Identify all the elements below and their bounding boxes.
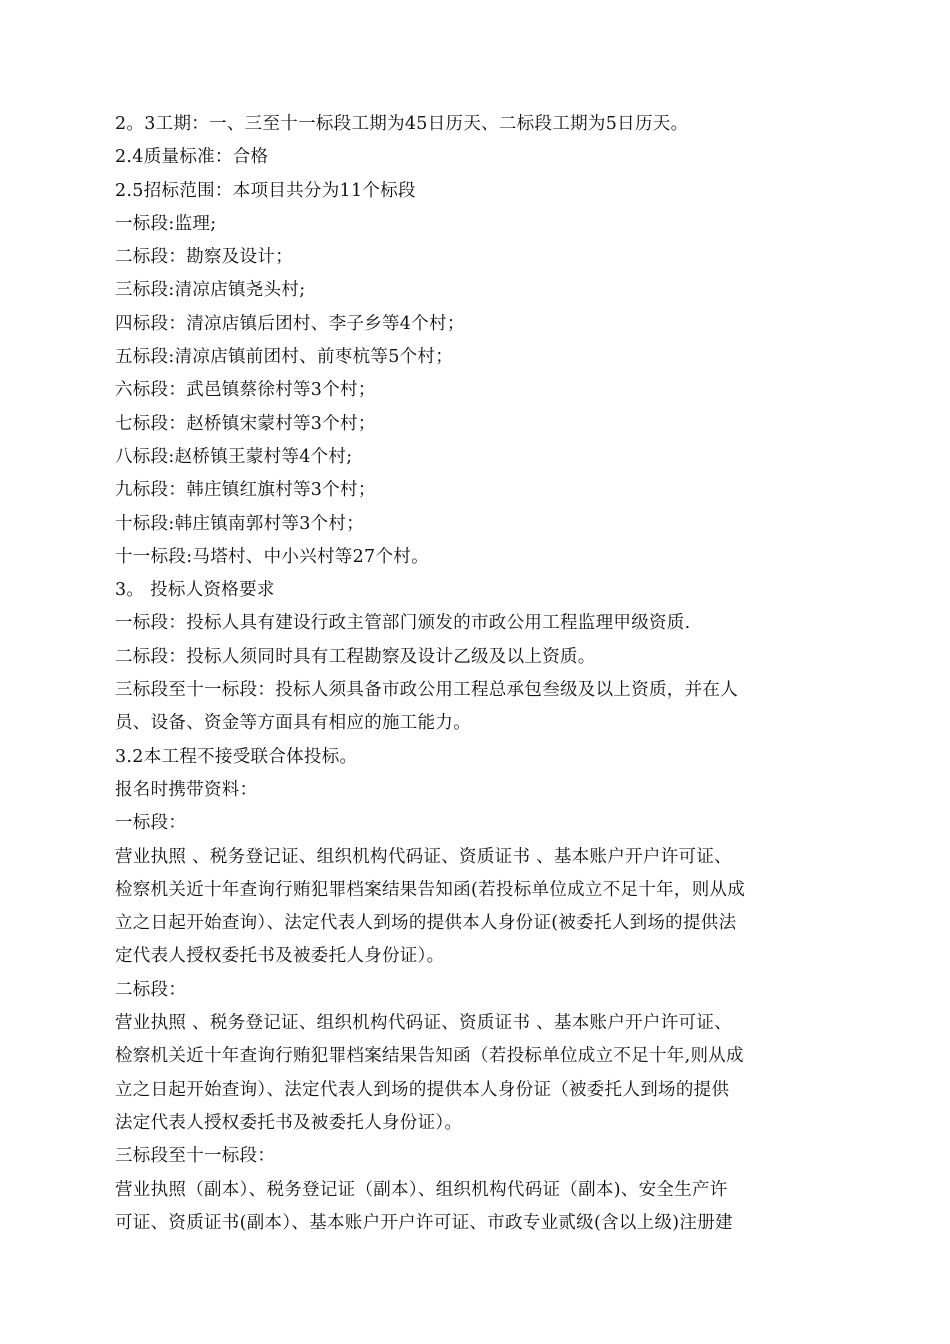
- text-line: 法定代表人授权委托书及被委托人身份证）。: [115, 1112, 463, 1133]
- text-line: 2.5招标范围：本项目共分为11个标段: [115, 180, 416, 201]
- text-line: 营业执照（副本）、税务登记证（副本）、组织机构代码证（副本)、安全生产许: [115, 1179, 728, 1200]
- text-line: 十一标段:马塔村、中小兴村等27个村。: [115, 546, 429, 567]
- text-line: 检察机关近十年查询行贿犯罪档案结果告知函(若投标单位成立不足十年，则从成: [115, 879, 746, 900]
- text-line: 六标段：武邑镇蔡徐村等3个村；: [115, 380, 376, 401]
- text-line: 十标段:韩庄镇南郭村等3个村；: [115, 513, 365, 534]
- text-line: 员、设备、资金等方面具有相应的施工能力。: [115, 713, 471, 734]
- text-line: 营业执照 、税务登记证、组织机构代码证、资质证书 、基本账户开户许可证、: [115, 1013, 732, 1034]
- document-body: [115, 108, 840, 1240]
- text-line: 四标段：清凉店镇后团村、李子乡等4个村；: [115, 313, 465, 334]
- text-line: 立之日起开始查询）、法定代表人到场的提供本人身份证(被委托人到场的提供法: [115, 913, 737, 934]
- text-line: 定代表人授权委托书及被委托人身份证）。: [115, 946, 445, 967]
- text-line: 八标段:赵桥镇王蒙村等4个村;: [115, 446, 353, 467]
- text-line: 二标段：: [115, 979, 187, 1000]
- text-line: 立之日起开始查询）、法定代表人到场的提供本人身份证（被委托人到场的提供: [115, 1079, 730, 1100]
- text-line: 一标段:监理;: [115, 213, 217, 234]
- text-line: 2.4质量标准：合格: [115, 147, 269, 168]
- text-line: 五标段:清凉店镇前团村、前枣杭等5个村；: [115, 347, 454, 368]
- text-line: 2。3工期：一、三至十一标段工期为45日历天、二标段工期为5日历天。: [115, 114, 689, 134]
- text-line: 二标段：勘察及设计；: [115, 247, 293, 268]
- text-line: 一标段：: [115, 813, 187, 834]
- text-line: 检察机关近十年查询行贿犯罪档案结果告知函（若投标单位成立不足十年,则从成: [115, 1046, 744, 1067]
- text-line: 七标段：赵桥镇宋蒙村等3个村；: [115, 413, 376, 434]
- text-line: 三标段:清凉店镇尧头村;: [115, 280, 306, 301]
- section-heading: 3。 投标人资格要求: [115, 580, 275, 601]
- text-line: 营业执照 、税务登记证、组织机构代码证、资质证书 、基本账户开户许可证、: [115, 846, 732, 867]
- text-line: 可证、资质证书(副本）、基本账户开户许可证、市政专业贰级(含以上级)注册建: [115, 1212, 733, 1233]
- text-line: 三标段至十一标段：: [115, 1146, 276, 1167]
- text-line: 九标段：韩庄镇红旗村等3个村；: [115, 480, 376, 501]
- text-line: 报名时携带资料：: [115, 779, 258, 800]
- text-line: 二标段：投标人须同时具有工程勘察及设计乙级及以上资质。: [115, 646, 596, 667]
- text-line: 一标段：投标人具有建设行政主管部门颁发的市政公用工程监理甲级资质.: [115, 613, 691, 634]
- text-line: 三标段至十一标段：投标人须具备市政公用工程总承包叁级及以上资质，并在人: [115, 680, 738, 701]
- text-line: 3.2本工程不接受联合体投标。: [115, 746, 358, 767]
